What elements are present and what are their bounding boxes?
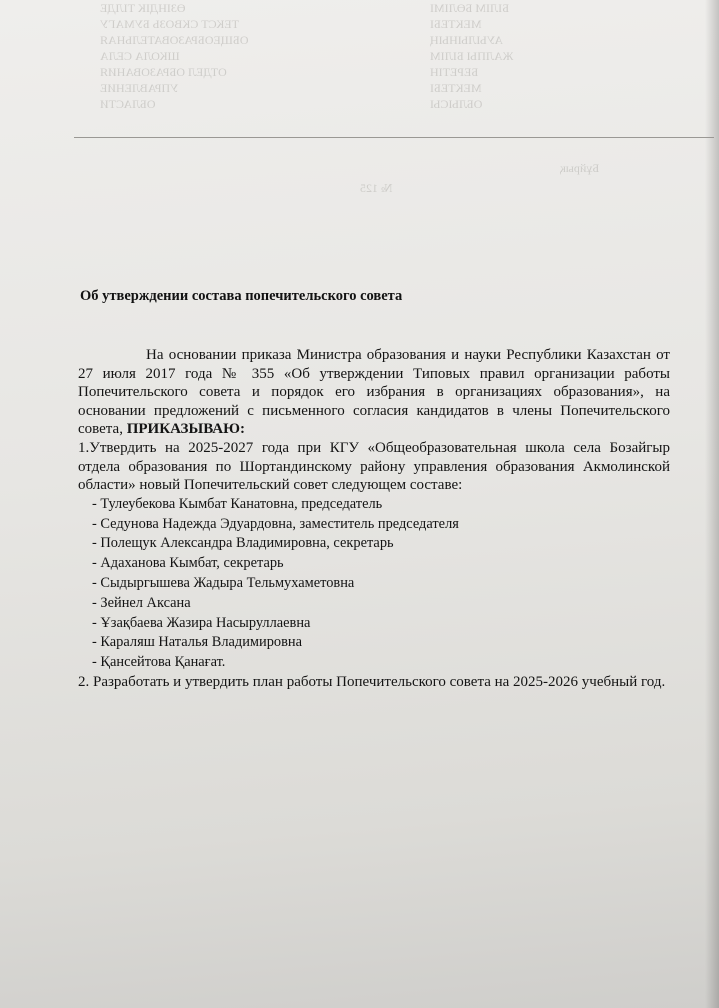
preamble-text: На основании приказа Министра образования и науки Республики Казахстан от 27 июля 2017 года № 355 «Об утверждении Типовых правил организации работы Попечительского совета и порядок его избрания в организациях образования», на основании предложений с письменного согласия кандидатов в члены Попечительского совета, — [78, 347, 670, 438]
member-item: - Ұзақбаева Жазира Насыруллаевна — [92, 614, 311, 631]
show-through-word: Бұйрық — [560, 161, 600, 175]
order-word: ПРИКАЗЫВАЮ: — [126, 421, 245, 438]
member-item: - Полещук Александра Владимировна, секретарь — [92, 535, 394, 552]
order-item-2: 2. Разработать и утвердить план работы Попечительского совета на 2025-2026 учебный год. — [78, 673, 666, 690]
document-body — [78, 346, 670, 692]
member-item: - Караляш Наталья Владимировна — [92, 634, 302, 651]
page-edge-shadow — [705, 0, 719, 1008]
preamble-paragraph — [78, 346, 670, 439]
document-title: Об утверждении состава попечительского совета — [80, 288, 403, 304]
header-divider — [74, 137, 714, 138]
member-item: - Тулеубекова Кымбат Канатовна, председатель — [92, 495, 383, 512]
show-through-number: № 125 — [360, 181, 393, 195]
member-item: - Зейнел Аксана — [92, 594, 191, 611]
order-item-1: 1.Утвердить на 2025-2027 года при КГУ «Общеобразовательная школа села Бозайгыр отдела образования по Шортандинскому району управления образования Акмолинской области» новый Попечительский совет следующем составе: — [78, 439, 670, 494]
member-item: - Сыдыргышева Жадыра Тельмухаметовна — [92, 574, 355, 591]
member-item: - Қансейтова Қанағат. — [92, 654, 226, 671]
show-through-text-left: ӨЗІНДІК ТІЛДЕ ТЕКСТ СКВОЗЬ БУМАГУ ОБЩЕОБРАЗОВАТЕЛЬНАЯ ШКОЛА СЕЛА ОТДЕЛ ОБРАЗОВАНИЯ УПРАВЛЕНИЕ ОБЛАСТИ — [100, 1, 249, 111]
member-list — [78, 495, 670, 673]
show-through-text-right: БІЛІМ БӨЛІМІ МЕКТЕБІ АУЫЛЫНЫҢ ЖАЛПЫ БІЛІМ БЕРЕТІН МЕКТЕБІ ОБЛЫСЫ — [430, 1, 514, 111]
member-item: - Адаханова Кымбат, секретарь — [92, 555, 284, 572]
member-item: - Седунова Надежда Эдуардовна, заместитель председателя — [92, 515, 459, 532]
